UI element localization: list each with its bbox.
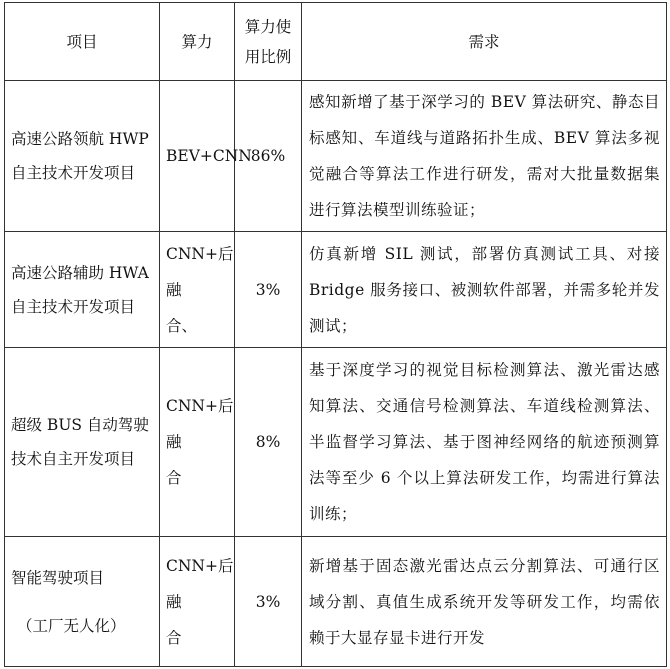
project-line: 智能驾驶项目 — [11, 568, 105, 587]
project-line: 自主技术开发项目 — [11, 297, 136, 316]
compute-line: BEV+CNN — [166, 147, 252, 165]
table-row — [5, 232, 667, 348]
compute-line: 合 — [166, 469, 182, 487]
compute-cell — [160, 232, 235, 348]
header-project: 项目 — [5, 3, 160, 81]
header-compute: 算力 — [160, 3, 235, 81]
ratio-cell: 3% — [235, 232, 302, 348]
compute-cell — [160, 81, 252, 232]
compute-line: CNN+后融 — [166, 556, 234, 611]
project-line: 高速公路辅助 HWA — [11, 263, 149, 282]
table-row — [5, 81, 667, 232]
compute-line: CNN+后融 — [166, 244, 234, 299]
need-cell: 新增基于固态激光雷达点云分割算法、可通行区域分割、真值生成系统开发等研发工作，均需依赖于大显存显卡进行开发 — [302, 537, 667, 667]
project-line: 自主技术开发项目 — [11, 164, 136, 182]
project-line: 超级 BUS 自动驾驶 — [11, 416, 149, 434]
ratio-cell: 3% — [235, 537, 302, 667]
project-cell — [5, 232, 160, 348]
header-ratio — [235, 3, 302, 81]
table-row — [5, 537, 667, 667]
project-cell — [5, 348, 160, 537]
ratio-cell: 8% — [235, 348, 302, 537]
header-row — [5, 3, 667, 81]
project-cell — [5, 81, 160, 232]
compute-line: 合、 — [166, 316, 198, 335]
ratio-cell: 86% — [235, 81, 302, 232]
project-line: 技术自主开发项目 — [11, 450, 136, 468]
header-need: 需求 — [302, 3, 667, 81]
compute-line: 合 — [166, 628, 182, 647]
table-row — [5, 348, 667, 537]
header-ratio-line1: 算力使 — [244, 17, 292, 36]
compute-cell — [160, 537, 235, 667]
compute-requirements-table — [4, 2, 667, 667]
need-cell: 仿真新增 SIL 测试，部署仿真测试工具、对接 Bridge 服务接口、被测软件部署，并需多轮并发测试； — [302, 232, 667, 348]
compute-cell — [160, 348, 235, 537]
header-ratio-line2: 用比例 — [244, 47, 292, 66]
project-cell — [5, 537, 160, 667]
compute-line: CNN+后融 — [166, 397, 234, 451]
need-cell: 基于深度学习的视觉目标检测算法、激光雷达感知算法、交通信号检测算法、车道线检测算法、半监督学习算法、基于图神经网络的航迹预测算法等至少 6 个以上算法研发工作，均需进行算法训练； — [302, 348, 667, 537]
need-cell: 感知新增了基于深学习的 BEV 算法研究、静态目标感知、车道线与道路拓扑生成、BEV 算法多视觉融合等算法工作进行研发，需对大批量数据集进行算法模型训练验证； — [302, 81, 667, 232]
project-line: （工厂无人化） — [17, 616, 126, 635]
project-line: 高速公路领航 HWP — [11, 130, 149, 148]
